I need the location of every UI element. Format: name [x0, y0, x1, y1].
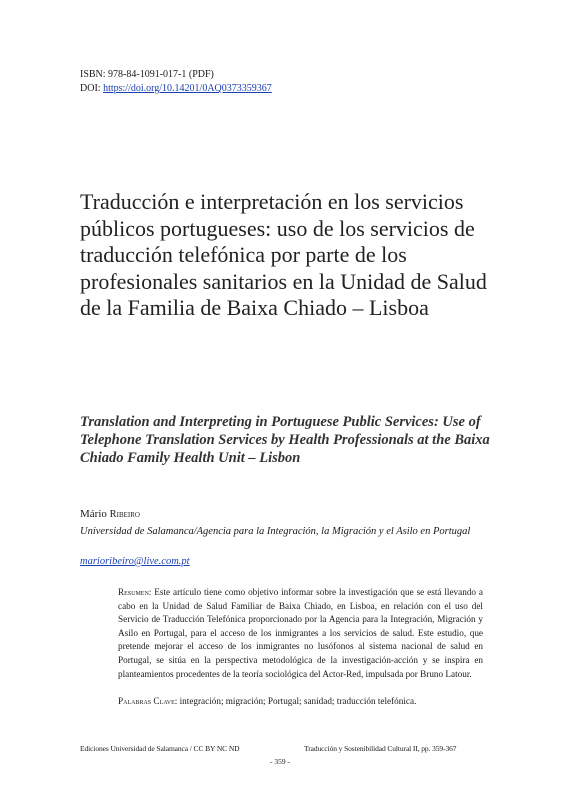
- keywords: [118, 695, 483, 708]
- page-number: - 359 -: [270, 757, 290, 766]
- author-affiliation: Universidad de Salamanca/Agencia para la Integración, la Migración y el Asilo en Portugal: [80, 526, 471, 537]
- doi-link[interactable]: https://doi.org/10.14201/0AQ0373359367: [103, 83, 272, 94]
- author-first-name: Mário: [80, 508, 110, 520]
- footer-publisher: Ediciones Universidad de Salamanca / CC BY NC ND: [80, 744, 240, 753]
- title-spanish: Traducción e interpretación en los servicios públicos portugueses: uso de los servicios de traducción telefónica por parte de los profesionales sanitarios en la Unidad de Salud de la Familia de Baixa Chiado – Lisboa: [80, 189, 487, 320]
- keywords-label: Palabras Clave: [118, 696, 175, 706]
- author-email-link[interactable]: marioribeiro@live.com.pt: [80, 556, 190, 567]
- doi-line: [80, 82, 272, 96]
- title-english: Translation and Interpreting in Portuguese Public Services: Use of Telephone Translation Services by Health Professionals at the Baixa Chiado Family Health Unit – Lisbon: [80, 414, 490, 466]
- author-last-name: Ribeiro: [109, 509, 140, 520]
- isbn-line: ISBN: 978-84-1091-017-1 (PDF): [80, 69, 214, 80]
- author-name: [80, 507, 140, 522]
- abstract-text: : Este artículo tiene como objetivo informar sobre la investigación que se está llevando a cabo en la Unidad de Salud Familiar de Baixa Chiado, en Lisboa, en relación con el uso del Servicio de Traducción Telefónica proporcionado por la Agencia para la Integración, Migración y Asilo en Portugal, para el acceso de los inmigrantes a los servicios de salud. Este estudio, que pretende mejorar el acceso de los inmigrantes no lusófonos al sistema nacional de salud en Portugal, se sitúa en la perspectiva metodológica de la investigación-acción y se inspira en planteamientos procedentes de la teoría sociológica del Actor-Red, impulsada por Bruno Latour.: [118, 587, 483, 679]
- doi-label: DOI:: [80, 83, 104, 94]
- abstract-label: Resumen: [118, 587, 149, 597]
- footer-journal: Traducción y Sostenibilidad Cultural II, pp. 359-367: [304, 744, 457, 753]
- publication-meta: [80, 68, 272, 96]
- author-email: [80, 556, 190, 567]
- abstract: [118, 586, 483, 681]
- keywords-text: : integración; migración; Portugal; sanidad; traducción telefónica.: [174, 696, 417, 706]
